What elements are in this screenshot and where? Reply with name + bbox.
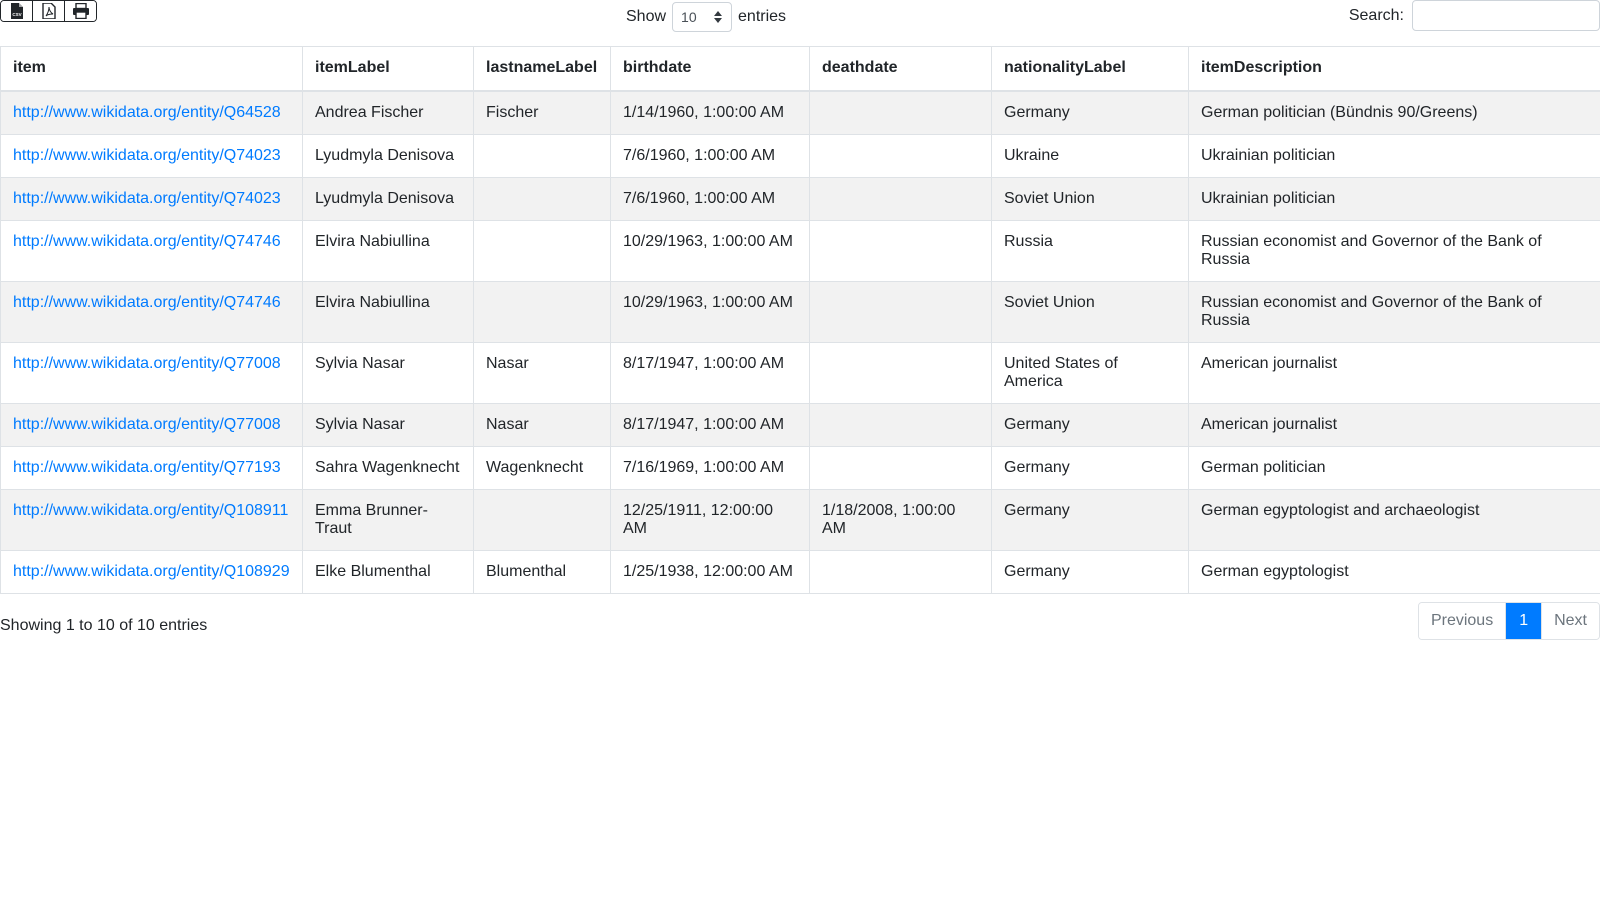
- page-1-button[interactable]: 1: [1506, 603, 1542, 639]
- table-header-row: [1, 47, 1600, 91]
- cell-item: [1, 220, 303, 281]
- entity-link[interactable]: http://www.wikidata.org/entity/Q74746: [13, 293, 281, 311]
- cell-lastnamelabel: [474, 489, 611, 550]
- table-row: [1, 281, 1600, 342]
- cell-birthdate: 8/17/1947, 1:00:00 AM: [611, 403, 810, 446]
- cell-deathdate: [810, 446, 992, 489]
- table-row: [1, 342, 1600, 403]
- cell-lastnamelabel: Blumenthal: [474, 550, 611, 593]
- cell-itemlabel: Andrea Fischer: [303, 91, 474, 135]
- cell-itemlabel: Lyudmyla Denisova: [303, 177, 474, 220]
- cell-item: [1, 281, 303, 342]
- entity-link[interactable]: http://www.wikidata.org/entity/Q77008: [13, 354, 281, 372]
- next-page-button[interactable]: Next: [1542, 603, 1599, 639]
- column-header-itemdescription[interactable]: itemDescription: [1189, 47, 1600, 91]
- cell-nationalitylabel: Ukraine: [992, 134, 1189, 177]
- table-body: [1, 91, 1600, 594]
- cell-itemdescription: American journalist: [1189, 342, 1600, 403]
- cell-itemlabel: Lyudmyla Denisova: [303, 134, 474, 177]
- entity-link[interactable]: http://www.wikidata.org/entity/Q108911: [13, 501, 289, 519]
- cell-item: [1, 446, 303, 489]
- cell-deathdate: [810, 550, 992, 593]
- cell-itemlabel: Elvira Nabiullina: [303, 281, 474, 342]
- column-header-item[interactable]: item: [1, 47, 303, 91]
- column-header-itemlabel[interactable]: itemLabel: [303, 47, 474, 91]
- cell-itemdescription: Ukrainian politician: [1189, 134, 1600, 177]
- cell-lastnamelabel: [474, 177, 611, 220]
- table-info: Showing 1 to 10 of 10 entries: [0, 617, 208, 634]
- entity-link[interactable]: http://www.wikidata.org/entity/Q77008: [13, 415, 281, 433]
- table-row: [1, 403, 1600, 446]
- cell-birthdate: 7/6/1960, 1:00:00 AM: [611, 134, 810, 177]
- cell-deathdate: [810, 342, 992, 403]
- table-row: [1, 134, 1600, 177]
- table-row: [1, 550, 1600, 593]
- column-header-birthdate[interactable]: birthdate: [611, 47, 810, 91]
- cell-itemdescription: German egyptologist: [1189, 550, 1600, 593]
- entity-link[interactable]: http://www.wikidata.org/entity/Q77193: [13, 458, 281, 476]
- cell-itemdescription: American journalist: [1189, 403, 1600, 446]
- cell-nationalitylabel: Russia: [992, 220, 1189, 281]
- cell-lastnamelabel: Fischer: [474, 91, 611, 135]
- page-length-value: 10: [681, 9, 697, 25]
- export-pdf-button[interactable]: [33, 1, 65, 21]
- cell-lastnamelabel: [474, 281, 611, 342]
- cell-itemdescription: Russian economist and Governor of the Bank of Russia: [1189, 281, 1600, 342]
- cell-birthdate: 10/29/1963, 1:00:00 AM: [611, 220, 810, 281]
- cell-itemdescription: Ukrainian politician: [1189, 177, 1600, 220]
- cell-birthdate: 1/14/1960, 1:00:00 AM: [611, 91, 810, 135]
- table-row: [1, 91, 1600, 135]
- cell-deathdate: [810, 134, 992, 177]
- svg-text:CSV: CSV: [11, 12, 22, 17]
- cell-itemlabel: Elvira Nabiullina: [303, 220, 474, 281]
- page-length-select[interactable]: [672, 2, 732, 32]
- cell-birthdate: 1/25/1938, 12:00:00 AM: [611, 550, 810, 593]
- column-header-deathdate[interactable]: deathdate: [810, 47, 992, 91]
- entity-link[interactable]: http://www.wikidata.org/entity/Q74746: [13, 232, 281, 250]
- cell-nationalitylabel: Germany: [992, 91, 1189, 135]
- search-input[interactable]: [1412, 0, 1600, 31]
- search-label: Search:: [1348, 6, 1404, 24]
- cell-item: [1, 342, 303, 403]
- export-button-group: [0, 0, 97, 22]
- entity-link[interactable]: http://www.wikidata.org/entity/Q74023: [13, 146, 281, 164]
- cell-lastnamelabel: Nasar: [474, 403, 611, 446]
- page-length-control: [626, 2, 786, 32]
- entries-label: entries: [738, 8, 787, 25]
- entity-link[interactable]: http://www.wikidata.org/entity/Q108929: [13, 562, 290, 580]
- cell-deathdate: [810, 403, 992, 446]
- table-row: [1, 220, 1600, 281]
- cell-lastnamelabel: Nasar: [474, 342, 611, 403]
- cell-itemlabel: Sylvia Nasar: [303, 403, 474, 446]
- previous-page-button[interactable]: Previous: [1419, 603, 1506, 639]
- cell-item: [1, 550, 303, 593]
- cell-lastnamelabel: [474, 134, 611, 177]
- cell-nationalitylabel: Germany: [992, 446, 1189, 489]
- table-row: [1, 489, 1600, 550]
- pdf-file-icon: [42, 3, 56, 19]
- select-arrows-icon: [714, 10, 722, 24]
- cell-itemdescription: Russian economist and Governor of the Bank of Russia: [1189, 220, 1600, 281]
- export-csv-button[interactable]: [1, 1, 33, 21]
- pagination: [1418, 602, 1600, 640]
- cell-item: [1, 91, 303, 135]
- results-table: [0, 46, 1600, 594]
- cell-birthdate: 7/16/1969, 1:00:00 AM: [611, 446, 810, 489]
- cell-item: [1, 177, 303, 220]
- table-row: [1, 177, 1600, 220]
- entity-link[interactable]: http://www.wikidata.org/entity/Q64528: [13, 103, 281, 121]
- print-icon: [72, 3, 90, 19]
- cell-birthdate: 10/29/1963, 1:00:00 AM: [611, 281, 810, 342]
- column-header-lastnamelabel[interactable]: lastnameLabel: [474, 47, 611, 91]
- table-row: [1, 446, 1600, 489]
- cell-deathdate: [810, 91, 992, 135]
- cell-birthdate: 12/25/1911, 12:00:00 AM: [611, 489, 810, 550]
- cell-itemdescription: German egyptologist and archaeologist: [1189, 489, 1600, 550]
- cell-nationalitylabel: Soviet Union: [992, 177, 1189, 220]
- cell-lastnamelabel: Wagenknecht: [474, 446, 611, 489]
- cell-nationalitylabel: United States of America: [992, 342, 1189, 403]
- cell-nationalitylabel: Germany: [992, 489, 1189, 550]
- cell-deathdate: [810, 177, 992, 220]
- table-controls: [0, 0, 1600, 44]
- cell-item: [1, 403, 303, 446]
- cell-itemlabel: Sahra Wagenknecht: [303, 446, 474, 489]
- cell-itemdescription: German politician (Bündnis 90/Greens): [1189, 91, 1600, 135]
- search-control: [1349, 0, 1600, 31]
- cell-deathdate: [810, 220, 992, 281]
- cell-deathdate: 1/18/2008, 1:00:00 AM: [810, 489, 992, 550]
- entity-link[interactable]: http://www.wikidata.org/entity/Q74023: [13, 189, 281, 207]
- cell-nationalitylabel: Germany: [992, 550, 1189, 593]
- cell-itemdescription: German politician: [1189, 446, 1600, 489]
- cell-itemlabel: Elke Blumenthal: [303, 550, 474, 593]
- cell-lastnamelabel: [474, 220, 611, 281]
- cell-itemlabel: Emma Brunner-Traut: [303, 489, 474, 550]
- print-button[interactable]: [65, 1, 96, 21]
- cell-item: [1, 134, 303, 177]
- cell-item: [1, 489, 303, 550]
- cell-itemlabel: Sylvia Nasar: [303, 342, 474, 403]
- cell-birthdate: 8/17/1947, 1:00:00 AM: [611, 342, 810, 403]
- cell-nationalitylabel: Germany: [992, 403, 1189, 446]
- cell-birthdate: 7/6/1960, 1:00:00 AM: [611, 177, 810, 220]
- csv-file-icon: [10, 3, 24, 19]
- cell-nationalitylabel: Soviet Union: [992, 281, 1189, 342]
- cell-deathdate: [810, 281, 992, 342]
- column-header-nationalitylabel[interactable]: nationalityLabel: [992, 47, 1189, 91]
- show-label: Show: [626, 8, 667, 25]
